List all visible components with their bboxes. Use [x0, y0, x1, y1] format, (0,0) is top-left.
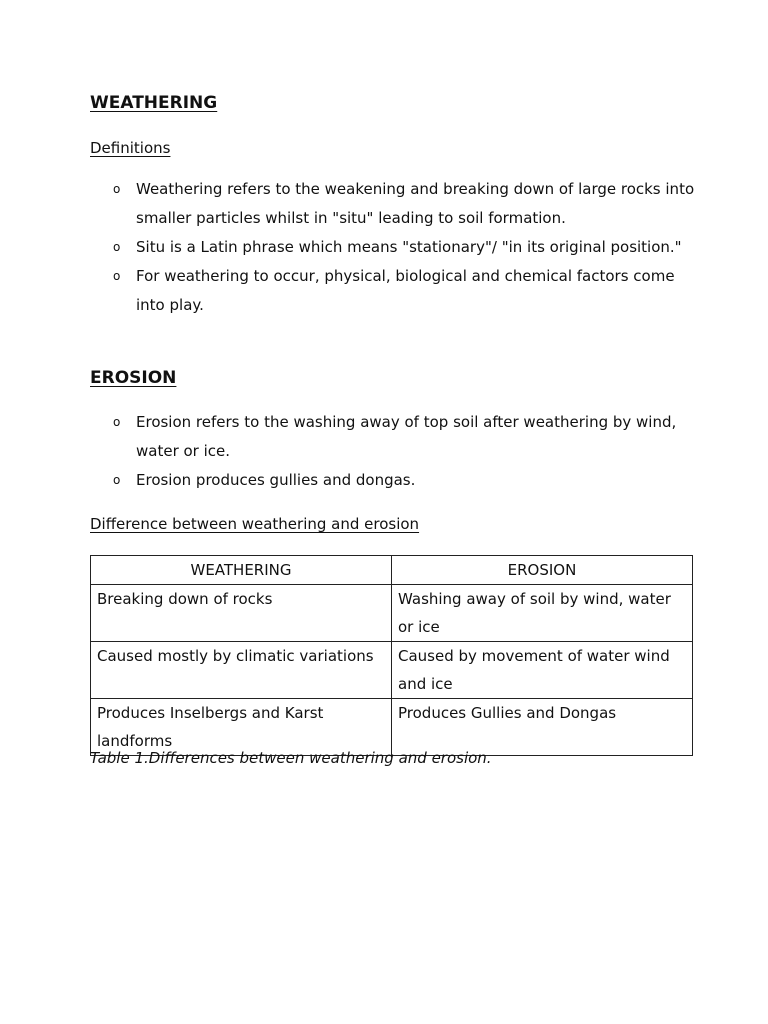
erosion-heading: EROSION [90, 368, 177, 388]
list-item-text: For weathering to occur, physical, biological and chemical factors come into play. [136, 267, 675, 314]
definitions-label: Definitions [90, 139, 171, 157]
list-item [0, 408, 696, 466]
table-cell: Breaking down of rocks [91, 585, 392, 642]
weathering-heading: WEATHERING [90, 93, 218, 113]
bullet-icon: o [113, 415, 121, 429]
header-erosion: EROSION [392, 556, 693, 585]
erosion-bullet-list [0, 408, 768, 495]
table-row [91, 642, 693, 699]
table-cell: Washing away of soil by wind, water or ice [392, 585, 693, 642]
list-item [0, 175, 696, 233]
list-item-text: Situ is a Latin phrase which means "stationary"/ "in its original position." [136, 238, 682, 256]
list-item [0, 466, 696, 495]
comparison-table [90, 555, 693, 756]
bullet-icon: o [113, 473, 121, 487]
bullet-icon: o [113, 240, 121, 254]
table-row [91, 699, 693, 756]
header-weathering: WEATHERING [91, 556, 392, 585]
list-item-text: Erosion produces gullies and dongas. [136, 471, 416, 489]
table-cell: Produces Gullies and Dongas [392, 699, 693, 756]
list-item-text: Weathering refers to the weakening and breaking down of large rocks into smaller particles whilst in "situ" leading to soil formation. [136, 180, 695, 227]
weathering-bullet-list [0, 175, 768, 320]
bullet-icon: o [113, 182, 121, 196]
list-item [0, 262, 696, 320]
table-caption: Table 1.Differences between weathering and erosion. [90, 749, 492, 767]
table-cell: Caused by movement of water wind and ice [392, 642, 693, 699]
list-item [0, 233, 696, 262]
list-item-text: Erosion refers to the washing away of top soil after weathering by wind, water or ice. [136, 413, 677, 460]
bullet-icon: o [113, 269, 121, 283]
table-cell: Caused mostly by climatic variations [91, 642, 392, 699]
table-cell: Produces Inselbergs and Karst landforms [91, 699, 392, 756]
table-header-row [91, 556, 693, 585]
difference-label: Difference between weathering and erosion [90, 515, 420, 533]
table-row [91, 585, 693, 642]
